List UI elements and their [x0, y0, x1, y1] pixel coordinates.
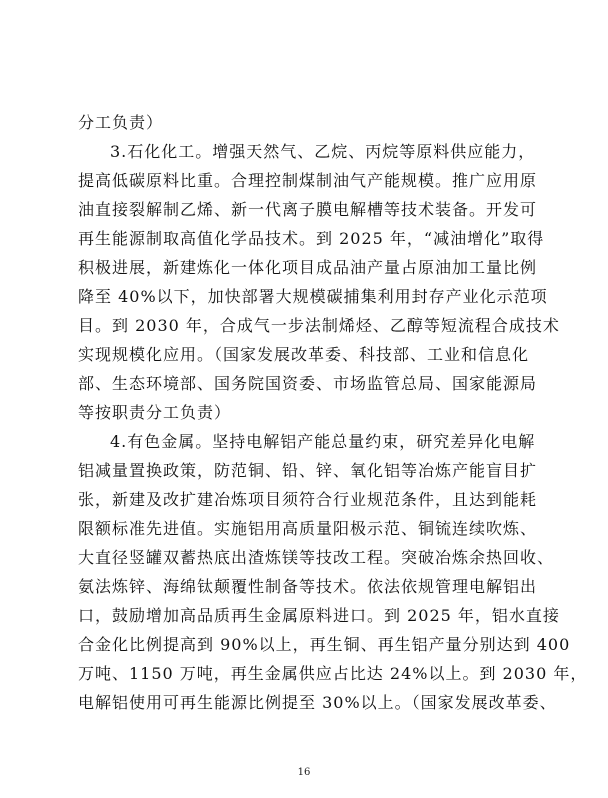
text-line: 油直接裂解制乙烯、新一代离子膜电解槽等技术装备。开发可: [78, 200, 538, 219]
text-line: 降至 40%以下，加快部署大规模碳捕集利用封存产业化示范项: [78, 287, 548, 306]
section-heading-nonferrous-metals: 4.有色金属。坚持电解铝产能总量约束，研究差异化电解: [110, 432, 536, 451]
text-line: 再生能源制取高值化学品技术。到 2025 年，“减油增化”取得: [78, 229, 545, 248]
text-line: 合金化比例提高到 90%以上，再生铜、再生铝产量分别达到 400: [78, 635, 571, 654]
text-line: 大直径竖罐双蓄热底出渣炼镁等技改工程。突破冶炼余热回收、: [78, 548, 555, 567]
text-line: 铝减量置换政策，防范铜、铅、锌、氧化铝等冶炼产能盲目扩: [78, 461, 538, 480]
text-line: 实现规模化应用。（国家发展改革委、科技部、工业和信息化: [78, 345, 530, 364]
text-line: 张，新建及改扩建冶炼项目须符合行业规范条件，且达到能耗: [78, 490, 538, 509]
text-line: 电解铝使用可再生能源比例提至 30%以上。（国家发展改革委、: [78, 693, 557, 712]
text-line: 等按职责分工负责）: [78, 403, 232, 422]
text-line: 分工负责）: [78, 113, 164, 132]
text-line: 氨法炼锌、海绵钛颠覆性制备等技术。依法依规管理电解铝出: [78, 577, 538, 596]
page-number: 16: [297, 767, 311, 778]
section-heading-petrochemical: 3.石化化工。增强天然气、乙烷、丙烷等原料供应能力，: [110, 142, 536, 161]
text-line: 万吨、1150 万吨，再生金属供应占比达 24%以上。到 2030 年，: [78, 664, 588, 683]
text-line: 口，鼓励增加高品质再生金属原料进口。到 2025 年，铝水直接: [78, 606, 560, 625]
text-line: 目。到 2030 年，合成气一步法制烯烃、乙醇等短流程合成技术: [78, 316, 560, 335]
text-line: 部、生态环境部、国务院国资委、市场监管总局、国家能源局: [78, 374, 538, 393]
text-line: 限额标准先进值。实施铝用高质量阳极示范、铜锍连续吹炼、: [78, 519, 538, 538]
text-line: 提高低碳原料比重。合理控制煤制油气产能规模。推广应用原: [78, 171, 538, 190]
text-line: 积极进展，新建炼化一体化项目成品油产量占原油加工量比例: [78, 258, 538, 277]
document-body: [78, 108, 588, 717]
